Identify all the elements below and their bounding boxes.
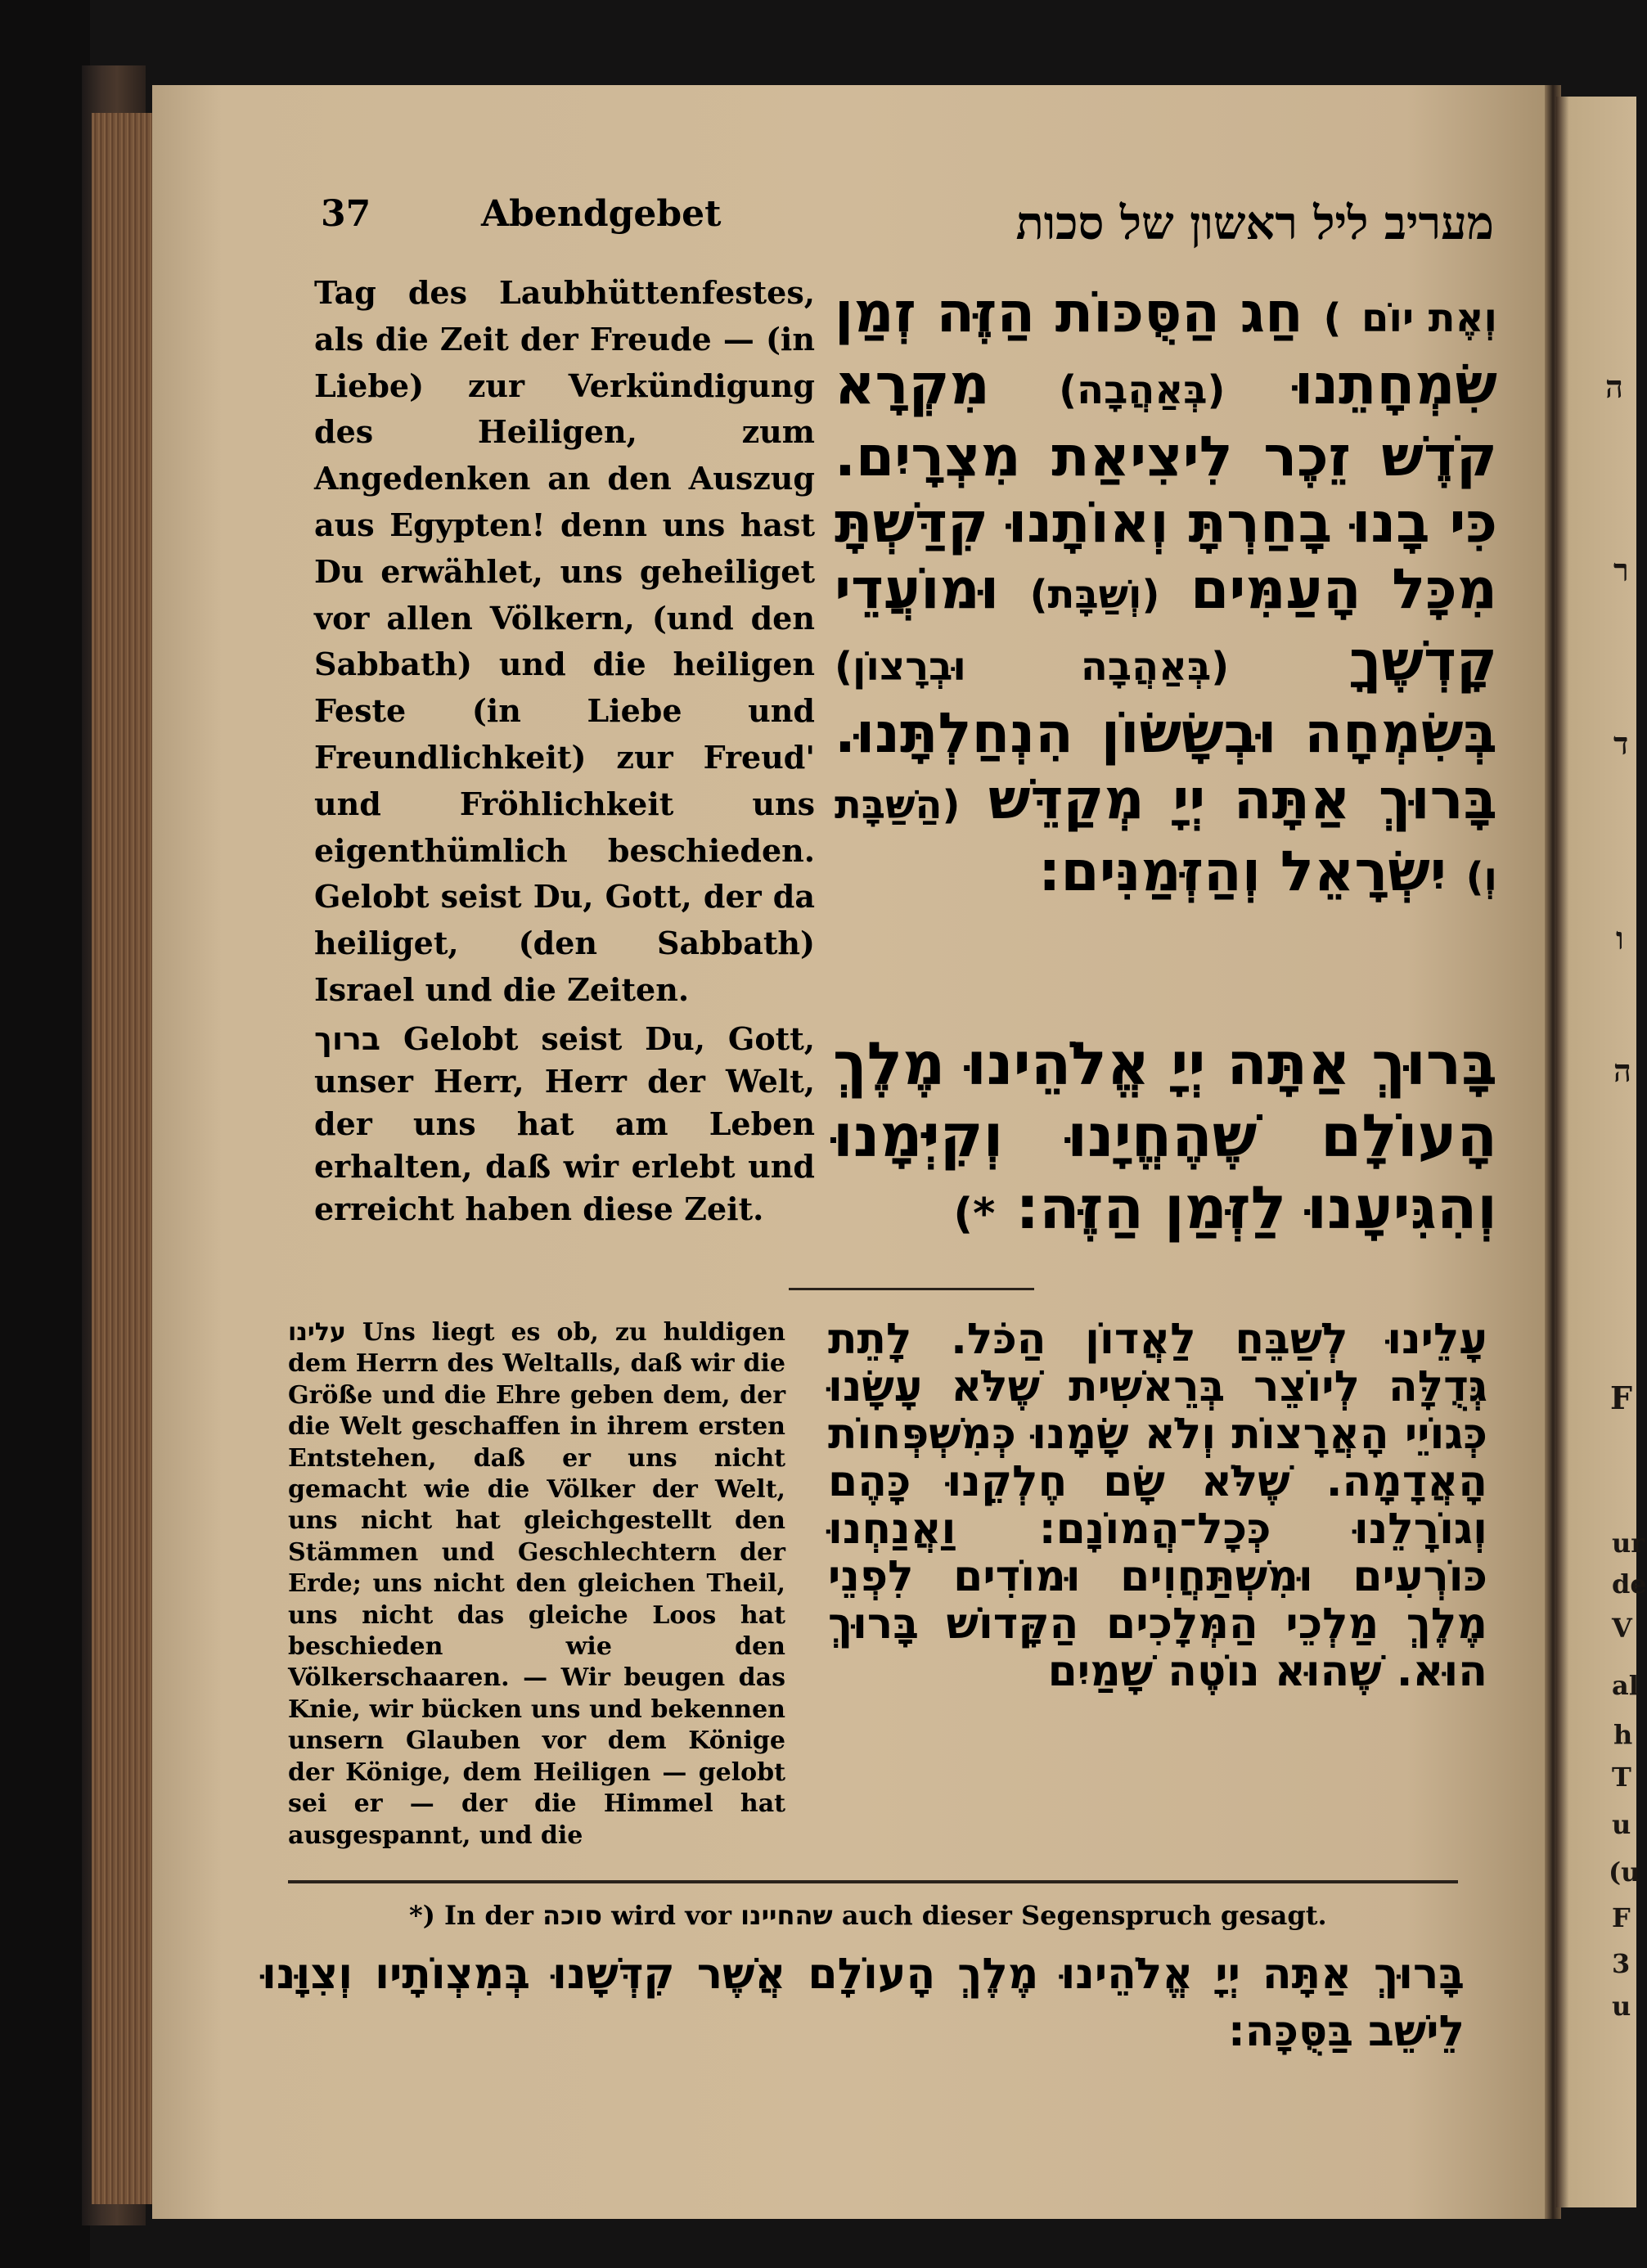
footnote [409,1900,1342,1931]
hebrew-text: יִשְׂרָאֵל וְהַזְּמַנִּים: [1038,839,1447,904]
section-divider [789,1288,1034,1290]
hebrew-parenthetical: (בְּאַהֲבָה) [1059,367,1226,413]
hebrew-keyword: ברוך [314,1021,381,1057]
right-fragment: u [1612,1809,1631,1840]
page-number: 37 [321,193,371,235]
footnote-marker: *) [953,1190,996,1239]
right-fragment: F [1610,1379,1632,1416]
footnote-rule [288,1880,1458,1883]
german-paragraph-3 [288,1317,785,1852]
footnote-blessing: בָּרוּךְ אַתָּה יְיָ אֱלֹהֵינוּ מֶלֶךְ הָעוֹלָם אֲשֶׁר קִדְּשָׁנוּ בְּמִצְוֹתָיו וְצִוָּנוּ לֵישֵׁב בַּסֻּכָּה: [262,1950,1465,2056]
right-fragment: ur [1612,1528,1645,1559]
hebrew-parenthetical: (בְּאַהֲבָה וּבְרָצוֹן) [835,644,1230,690]
hebrew-text: מִקְרָא קֹדֶשׁ זֵכֶר לִיצִיאַת מִצְרָיִם. כִּי בָנוּ בָחַרְתָּ וְאוֹתָנוּ קִדַּשְׁתָּ מִכָּל הָעַמִּים [835,353,1497,622]
right-fragment: F [1612,1902,1631,1933]
footnote-text: wird vor [611,1900,731,1931]
hebrew-text: וְאֶת יוֹם [1361,295,1497,341]
footnote-hebrew-word: שהחיינו [740,1900,833,1931]
right-fragment: 3 [1612,1948,1631,1979]
hebrew-text: בְּשִׂמְחָה וּבְשָׂשׂוֹן הִנְחַלְתָּנוּ. בָּרוּךְ אַתָּה יְיָ מְקַדֵּשׁ [835,701,1497,832]
right-fragment: ה [1613,1052,1631,1089]
hebrew-parenthetical: (וְשַׁבָּת) [1029,572,1160,618]
running-head-german: Abendgebet [481,193,722,235]
right-fragment: de [1612,1568,1647,1600]
hebrew-shehecheyanu-block [833,1028,1497,1250]
footnote-marker: *) [409,1900,435,1931]
background-shadow [0,0,90,2268]
german-text: Uns liegt es ob, zu huldigen dem Herrn des Weltalls, daß wir die Größe und die Ehre geben dem, der die Welt geschaffen in ihrem ersten Entstehen, daß er uns nicht gemacht wie die Völker der Welt, uns nicht hat gleichgestellt den Stämmen und Geschlechtern der Erde; uns nicht den gleichen Theil, uns nicht das gleiche Loos hat beschieden wie den Völkerschaaren. — Wir beugen das Knie, wir bücken uns und bekennen unsern Glauben vor dem Könige der Könige, dem Heiligen — gelobt sei er — der die Himmel hat ausgespannt, und die [288,1318,785,1850]
right-fragment: V [1612,1613,1632,1644]
right-fragment: h [1613,1719,1633,1750]
german-paragraph-1: Tag des Laubhüttenfestes, als die Zeit der Freude — (in Liebe) zur Verkündigung des Heiligen, zum Angedenken an den Auszug aus Egypten! denn uns hast Du erwählet, uns geheiliget vor allen Völkern, (und den Sabbath) und die heiligen Feste (in Liebe und Freundlichkeit) zur Freud' und Fröhlichkeit uns eigenthümlich beschieden. Gelobt seist Du, Gott, der da heiliget, (den Sabbath) Israel und die Zeiten. [314,274,815,1008]
right-fragment: u [1612,1991,1631,2022]
german-text: Gelobt seist Du, Gott, unser Herr, Herr der Welt, der uns hat am Leben erhalten, daß wir erlebt und erreicht haben diese Zeit. [314,1020,815,1227]
footnote-text: auch dieser Segenspruch gesagt. [841,1900,1327,1931]
hebrew-text: בָּרוּךְ אַתָּה יְיָ אֱלֹהֵינוּ מֶלֶךְ הָעוֹלָם שֶׁהֶחֱיָנוּ וְקִיְּמָנוּ וְהִגִּיעָנוּ לַזְּמַן הַזֶּה: [833,1029,1497,1242]
right-fragment: ה [1605,368,1623,405]
book-page-right [1556,97,1636,2207]
running-head-hebrew: מעריב ליל ראשון של סכות [1015,196,1494,250]
hebrew-kiddush-block: וְאֶת יוֹם ) חַג הַסֻּכּוֹת הַזֶּה זְמַן שִׂמְחָתֵנוּ (בְּאַהֲבָה) מִקְרָא קֹדֶשׁ זֵכֶר לִיצִיאַת מִצְרָיִם. כִּי בָנוּ בָחַרְתָּ וְאוֹתָנוּ קִדַּשְׁתָּ מִכָּל הָעַמִּים (וְשַׁבָּת) וּמוֹעֲדֵי קָדְשֶׁךָ (בְּאַהֲבָה וּבְרָצוֹן) בְּשִׂמְחָה וּבְשָׂשׂוֹן הִנְחַלְתָּנוּ. בָּרוּךְ אַתָּה יְיָ מְקַדֵּשׁ (הַשַּׁבָּת וְ) יִשְׂרָאֵל וְהַזְּמַנִּים: [835,281,1497,904]
hebrew-text: וּמוֹעֲדֵי קָדְשֶׁךָ [835,557,1497,694]
german-paragraph-2 [314,1018,815,1231]
footnote-text: In der [444,1900,533,1931]
right-fragment: ר [1613,551,1629,588]
hebrew-text: חַג הַסֻּכּוֹת הַזֶּה זְמַן שִׂמְחָתֵנוּ [835,281,1497,417]
hebrew-parenthetical: (הַשַּׁבָּת וְ) [835,782,1497,900]
right-fragment: al [1612,1670,1639,1701]
right-fragment: ד [1613,725,1629,762]
right-fragment: ו [1616,920,1624,956]
right-fragment: T [1612,1762,1631,1793]
right-fragment: (u [1609,1856,1640,1888]
footnote-hebrew-word: סוכה [542,1900,602,1931]
hebrew-keyword: עלינו [288,1318,346,1347]
hebrew-aleinu-block: עָלֵינוּ לְשַׁבֵּחַ לַאֲדוֹן הַכֹּל. לָתֵת גְּדֻלָּה לְיוֹצֵר בְּרֵאשִׁית שֶׁלֹּא עָשָׂנוּ כְּגוֹיֵי הָאֲרָצוֹת וְלֹא שָׂמָנוּ כְּמִשְׁפְּחוֹת הָאֲדָמָה. שֶׁלֹּא שָׂם חֶלְקֵנוּ כָּהֶם וְגוֹרָלֵנוּ כְּכָל־הֲמוֹנָם: וַאֲנַחְנוּ כּוֹרְעִים וּמִשְׁתַּחֲוִים וּמוֹדִים לִפְנֵי מֶלֶךְ מַלְכֵי הַמְּלָכִים הַקָּדוֹשׁ בָּרוּךְ הוּא. שֶׁהוּא נוֹטֶה שָׁמַיִם [828,1315,1487,1696]
